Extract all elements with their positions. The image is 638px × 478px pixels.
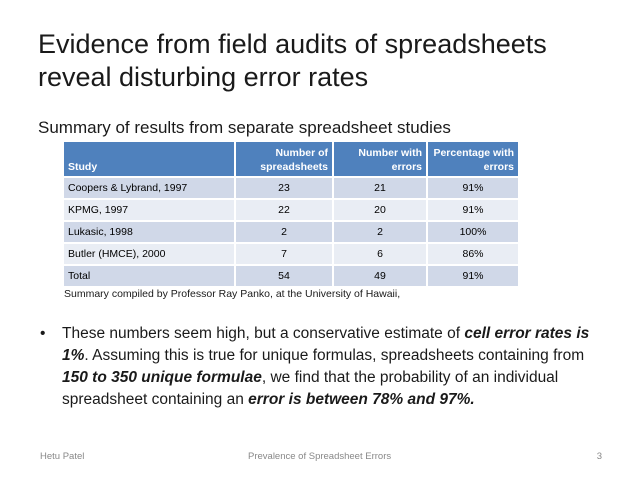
- studies-table: [62, 140, 520, 288]
- cell-errors: 20: [334, 200, 426, 220]
- emphasis-formula-range: 150 to 350 unique formulae: [62, 369, 262, 386]
- cell-spreadsheets: 22: [236, 200, 332, 220]
- header-study: Study: [64, 142, 234, 176]
- table-row: [64, 244, 518, 264]
- table-row-total: [64, 266, 518, 286]
- table-header-row: [64, 142, 518, 176]
- emphasis-cell-error-rate: cell error rates is 1%: [62, 325, 590, 364]
- header-spreadsheets: Number of spreadsheets: [236, 142, 332, 176]
- footer-page-number: 3: [596, 451, 602, 462]
- header-errors: Number with errors: [334, 142, 426, 176]
- cell-percentage: 91%: [428, 266, 518, 286]
- cell-spreadsheets: 7: [236, 244, 332, 264]
- table-row: [64, 222, 518, 242]
- bullet-text: These numbers seem high, but a conservative estimate of cell error rates is 1%. Assuming this is true for unique formulas, spreadsheets containing from 150 to 350 unique formulae, we find that the probability of an individual spreadsheet containing an error is between 78% and 97%.: [62, 325, 590, 408]
- cell-spreadsheets: 2: [236, 222, 332, 242]
- cell-study: Total: [64, 266, 234, 286]
- cell-errors: 21: [334, 178, 426, 198]
- bullet-point: [40, 323, 600, 411]
- cell-percentage: 91%: [428, 200, 518, 220]
- cell-errors: 49: [334, 266, 426, 286]
- cell-spreadsheets: 54: [236, 266, 332, 286]
- footer-topic: Prevalence of Spreadsheet Errors: [248, 451, 392, 462]
- table-row: [64, 178, 518, 198]
- source-note: Summary compiled by Professor Ray Panko, at the University of Hawaii,: [64, 288, 401, 300]
- cell-percentage: 100%: [428, 222, 518, 242]
- bullet-icon: •: [40, 325, 46, 342]
- cell-study: Butler (HMCE), 2000: [64, 244, 234, 264]
- header-percentage: Percentage with errors: [428, 142, 518, 176]
- cell-errors: 2: [334, 222, 426, 242]
- slide-title: Evidence from field audits of spreadsheets reveal disturbing error rates: [38, 29, 547, 92]
- cell-percentage: 86%: [428, 244, 518, 264]
- cell-percentage: 91%: [428, 178, 518, 198]
- emphasis-error-probability: error is between 78% and 97%.: [248, 391, 475, 408]
- footer-author: Hetu Patel: [40, 451, 85, 462]
- table-row: [64, 200, 518, 220]
- cell-study: Coopers & Lybrand, 1997: [64, 178, 234, 198]
- cell-spreadsheets: 23: [236, 178, 332, 198]
- cell-errors: 6: [334, 244, 426, 264]
- cell-study: KPMG, 1997: [64, 200, 234, 220]
- cell-study: Lukasic, 1998: [64, 222, 234, 242]
- slide-subtitle: Summary of results from separate spreadsheet studies: [38, 118, 451, 137]
